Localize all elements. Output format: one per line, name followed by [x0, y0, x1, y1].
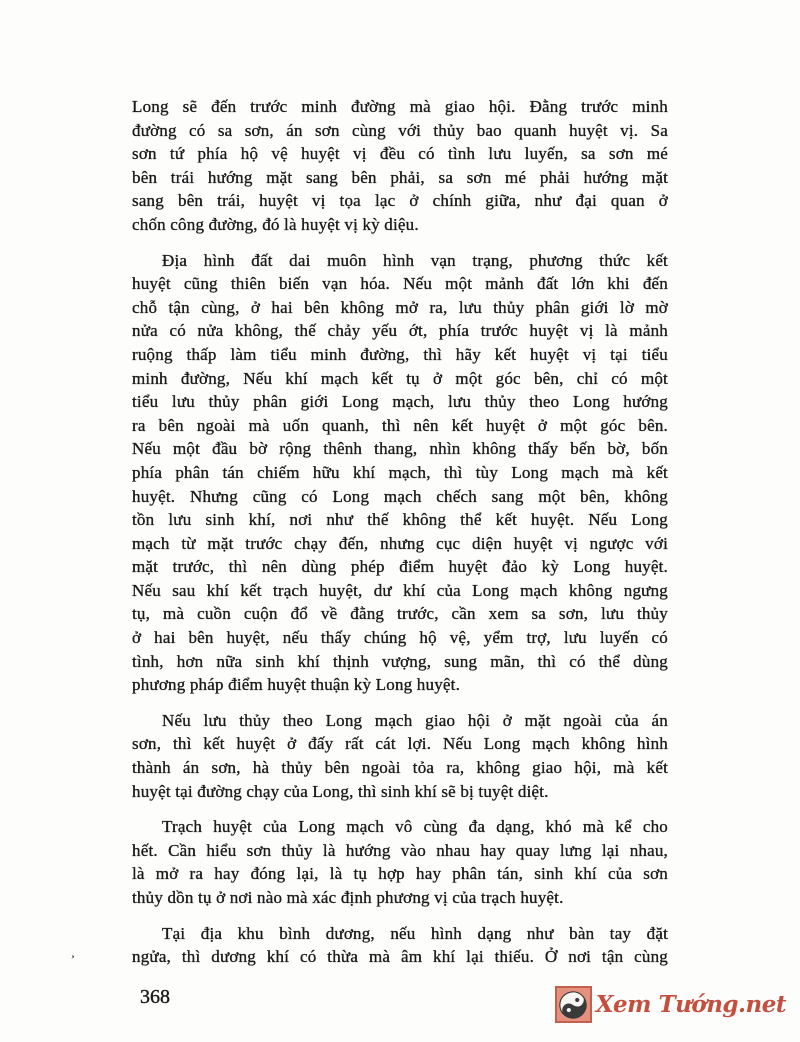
- paragraph: [132, 249, 668, 697]
- text-line: Nếu sau khí kết trạch huyệt, dư khí của Long mạch không ngưng: [132, 580, 668, 600]
- text-line: nửa có nửa không, thế chảy yếu ớt, phía trước huyệt vị là mảnh: [132, 321, 668, 341]
- watermark-text: Xem Tướng.net: [595, 991, 786, 1018]
- text-line: sơn tứ phía hộ vệ huyệt vị đều có tình lưu luyến, sa sơn mé: [132, 144, 668, 164]
- text-line: đường có sa sơn, án sơn cùng với thủy bao quanh huyệt vị. Sa: [132, 120, 668, 140]
- scan-artifact-mark: ’: [68, 951, 76, 968]
- text-line: bên trái hướng mặt sang bên phải, sa sơn mé phải hướng mặt: [132, 167, 668, 187]
- page-text: [132, 95, 668, 981]
- text-line: Tại địa khu bình dương, nếu hình dạng như bàn tay đặt: [162, 923, 668, 943]
- text-line: tụ, mà cuồn cuộn đổ về đằng trước, cần xem sa sơn, lưu thủy: [132, 604, 668, 624]
- paragraph: [132, 709, 668, 803]
- text-line: sơn, thì kết huyệt ở đấy rất cát lợi. Nếu Long mạch không hình: [132, 734, 668, 754]
- text-line: sang bên trái, huyệt vị tọa lạc ở chính giữa, như đại quan ở: [132, 191, 668, 211]
- text-line: Địa hình đất dai muôn hình vạn trạng, phương thức kết: [162, 250, 668, 270]
- text-line: huyệt. Nhưng cũng có Long mạch chếch sang một bên, không: [132, 486, 668, 506]
- text-line: chỗ tận cùng, ở hai bên không mở ra, lưu thủy phân giới lờ mờ: [132, 297, 668, 317]
- text-line: Nếu một đầu bờ rộng thênh thang, nhìn không thấy bến bờ, bốn: [132, 439, 668, 459]
- text-line: thủy dồn tụ ở nơi nào mà xác định phương vị của trạch huyệt.: [132, 888, 564, 907]
- text-line: tồn lưu sinh khí, nơi như thế không thể kết huyệt. Nếu Long: [132, 510, 668, 530]
- text-line: ruộng thấp làm tiểu minh đường, thì hãy kết huyệt vị tại tiểu: [132, 344, 668, 364]
- text-line: phương pháp điểm huyệt thuận kỳ Long huyệt.: [132, 675, 461, 695]
- text-line: Nếu lưu thủy theo Long mạch giao hội ở mặt ngoài của án: [162, 710, 668, 730]
- paragraph: [132, 95, 668, 237]
- text-line: ở hai bên huyệt, nếu thấy chúng hộ vệ, yểm trợ, lưu luyến có: [132, 628, 668, 648]
- text-line: huyệt tại đường chạy của Long, thì sinh khí sẽ bị tuyệt diệt.: [132, 781, 549, 801]
- text-line: chốn công đường, đó là huyệt vị kỳ diệu.: [132, 214, 419, 234]
- yin-yang-icon: [555, 986, 592, 1023]
- text-line: phía phân tán chiếm hữu khí mạch, thì tùy Long mạch mà kết: [132, 462, 668, 482]
- text-line: tiểu lưu thủy phân giới Long mạch, lưu thủy theo Long hướng: [132, 392, 668, 412]
- text-line: hết. Cần hiểu sơn thủy là hướng vào nhau hay quay lưng lại nhau,: [132, 840, 668, 860]
- text-line: mạch từ mặt trước chạy đến, nhưng cục diện huyệt vị ngược với: [132, 533, 668, 553]
- watermark-logo[interactable]: [555, 986, 786, 1023]
- text-line: huyệt cũng thiên biến vạn hóa. Nếu một mảnh đất lớn khi đến: [132, 274, 668, 294]
- text-line: thành án sơn, hà thủy bên ngoài tỏa ra, không giao hội, mà kết: [132, 758, 668, 778]
- text-line: ngửa, thì dương khí có thừa mà âm khí lại thiếu. Ở nơi tận cùng: [132, 947, 668, 967]
- text-line: ra bên ngoài mà uốn quanh, thì nên kết huyệt ở một góc bên.: [132, 415, 668, 435]
- text-line: tình, hơn nữa sinh khí thịnh vượng, sung mãn, thì có thể dùng: [132, 651, 668, 671]
- paragraph: [132, 815, 668, 909]
- text-line: minh đường, Nếu khí mạch kết tụ ở một góc bên, chỉ có một: [132, 368, 668, 388]
- text-line: Long sẽ đến trước minh đường mà giao hội. Đằng trước minh: [132, 97, 668, 116]
- page-footer: [0, 980, 800, 1030]
- page-number: 368: [140, 986, 170, 1008]
- paragraph: [132, 922, 668, 969]
- text-line: là mở ra hay đóng lại, là tụ hợp hay phân tán, sinh khí của sơn: [132, 864, 668, 884]
- text-line: Trạch huyệt của Long mạch vô cùng đa dạng, khó mà kể cho: [162, 817, 668, 837]
- text-line: mặt trước, thì nên dùng phép điểm huyệt đảo kỳ Long huyệt.: [132, 557, 668, 577]
